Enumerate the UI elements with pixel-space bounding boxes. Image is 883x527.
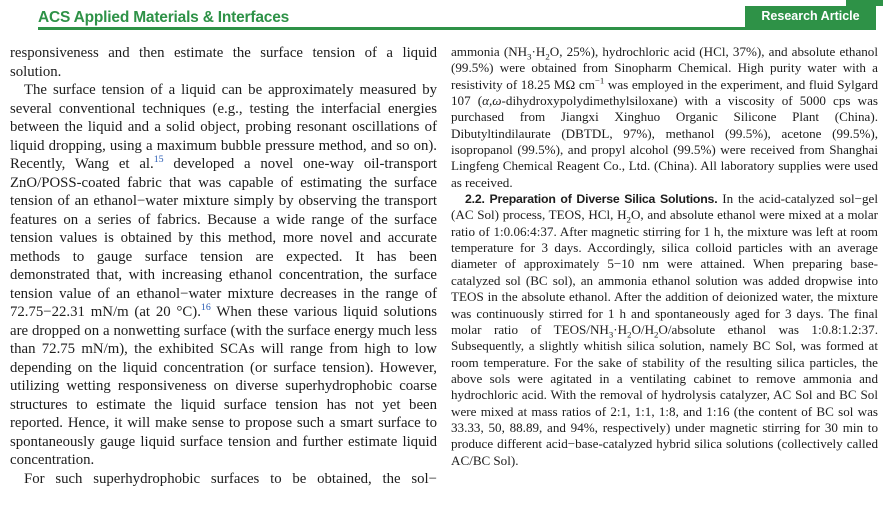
paragraph bbox=[10, 470, 437, 489]
body-text: α,ω bbox=[482, 93, 502, 109]
body-text: developed a novel one-way oil-transport ZnO/POSS-coated fabric that was capable of estimating the surface tension of an ethanol−water mixture simply by observing the transport features on a series of fabrics. Because a wide range of the surface tension values is obtained by this method, more novel and accurate methods to gauge surface tension are expected. It has been demonstrated that, with increasing ethanol concentration, the surface tension value of an ethanol−water mixture decreases in the range of 72.75−22.31 mN/m (at 20 °C). bbox=[10, 156, 437, 320]
subscript-text: 3 bbox=[527, 51, 532, 62]
page-header bbox=[0, 0, 883, 32]
body-text: The surface tension of a liquid can be approximately measured by several conventional techniques (e.g., testing the interfacial energies between the liquid and a solid object, probing resonant oscillations of liquid dropping, using a maximum bubble pressure method, and so on). Recently, Wang et al. bbox=[10, 82, 437, 172]
article-body bbox=[10, 44, 878, 488]
right-column bbox=[451, 44, 878, 488]
reference-citation-link[interactable]: 15 bbox=[153, 154, 164, 166]
body-text: -dihydroxypolydimethylsiloxane) with a viscosity of 5000 cps was purchased from Jiangxi Xinghuo Organic Silicone Plant (China). Dibutyltindilaurate (DBTDL, 97%), methanol (99.5%), acetone (99.5%), isopropanol (99.5%), and propyl alcohol (99.5%) were received from Shanghai Lingfeng Chemical Reagent Co., Ltd. (China). All laboratory supplies were used as received. bbox=[451, 93, 879, 190]
body-text: O, and absolute ethanol were mixed at a molar ratio of 1:0.06:4:37. After magnetic stirring for 1 h, the mixture was left at room temperature for 3 days. Accordingly, silica colloid particles with an average diameter of approximately 5−10 nm were attained. When preparing base-catalyzed sol (BC sol), an ammonia ethanol solution was added dropwise into TEOS in the absolute ethanol. After the addition of deionized water, the mixture was continuously stirred for 1 h and spontaneously aged for 3 days. The final molar ratio of TEOS/NH bbox=[451, 207, 878, 337]
subscript-text: 2 bbox=[654, 329, 659, 340]
subscript-text: 2 bbox=[627, 329, 632, 340]
body-text: O, 25%), hydrochloric acid (HCl, 37%), and absolute ethanol (99.5%) were obtained from Sinopharm Chemical. High purity water with a resistivity of 18.25 MΩ cm bbox=[451, 44, 878, 92]
subscript-text: 3 bbox=[608, 329, 614, 340]
header-rule bbox=[38, 27, 876, 30]
paragraph bbox=[10, 44, 437, 81]
body-text: ammonia (NH bbox=[451, 44, 528, 59]
journal-title: ACS Applied Materials & Interfaces bbox=[38, 9, 290, 26]
paragraph bbox=[10, 81, 437, 470]
body-text: When these various liquid solutions are dropped on a nonwetting surface (with the surface energy much less than 72.75 mN/m), the exhibited SCAs will range from high to low depending on the liquid concentration (or surface tension). However, utilizing wetting responsiveness on diverse superhydrophobic coarse structures to estimate the liquid surface tension has not yet been reported. Hence, it will make sense to propose such a smart surface to spontaneously gauge liquid surface tension and further estimate liquid concentration. bbox=[10, 304, 438, 468]
body-text: O/absolute ethanol was 1:0.8:1.2:37. Subsequently, a slightly whitish silica solution, namely BC Sol, was formed at room temperature. For the sake of stability of the resulting silica particles, the above sols were agitated in a ventilating cabinet to remove ammonia and hydrochloric acid. With the removal of hydrolysis catalyzer, AC Sol and BC Sol were mixed at mass ratios of 2:1, 1:1, 1:8, and 1:16 (the content of BC sol was 33.33, 50, 88.89, and 94%, respectively) under magnetic stirring for 30 min to produce different acid−base-catalyzed hybrid silica solutions (collectively called AC/BC Sol). bbox=[451, 321, 878, 468]
subscript-text: 2 bbox=[626, 215, 631, 226]
body-text: O/H bbox=[631, 321, 655, 337]
paragraph bbox=[451, 44, 878, 191]
body-text: was employed in the experiment, and fluid Sylgard 107 ( bbox=[451, 76, 878, 109]
article-type-badge: Research Article bbox=[745, 6, 876, 27]
body-text: In the acid-catalyzed sol−gel (AC Sol) process, TEOS, HCl, H bbox=[451, 191, 878, 223]
body-text: ·H bbox=[531, 44, 546, 59]
superscript-text: −1 bbox=[594, 75, 605, 86]
reference-citation-link[interactable]: 16 bbox=[200, 302, 211, 314]
left-column bbox=[10, 44, 437, 488]
body-text: For such superhydrophobic surfaces to be obtained, the sol− bbox=[24, 470, 437, 487]
paragraph bbox=[451, 191, 878, 469]
section-heading: 2.2. Preparation of Diverse Silica Solutions. bbox=[465, 192, 718, 207]
subscript-text: 2 bbox=[545, 51, 550, 62]
body-text: responsiveness and then estimate the surface tension of a liquid solution. bbox=[10, 45, 437, 80]
body-text: ·H bbox=[613, 321, 628, 337]
